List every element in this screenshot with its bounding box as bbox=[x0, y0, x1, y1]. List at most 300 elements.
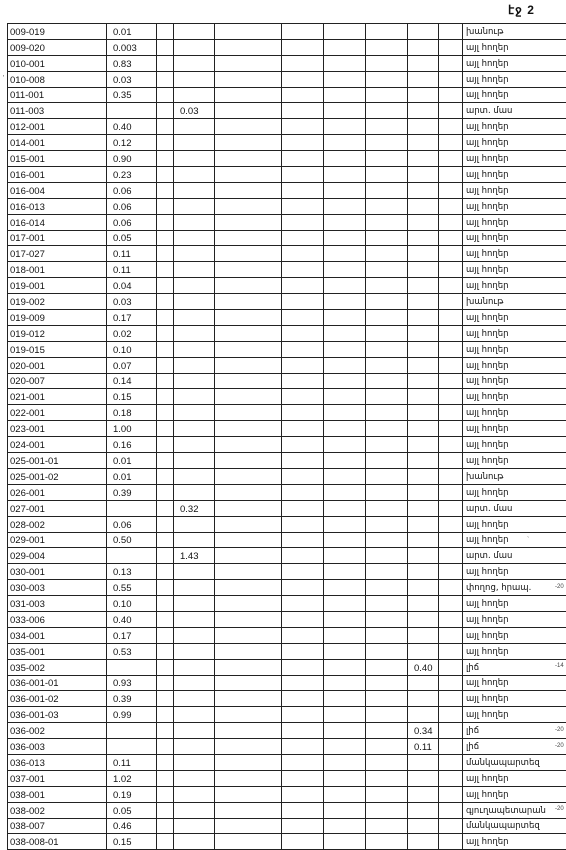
area-cell bbox=[282, 198, 324, 214]
area-cell: 0.11 bbox=[107, 246, 157, 262]
table-row bbox=[8, 421, 566, 437]
area-cell bbox=[439, 103, 463, 119]
area-cell bbox=[157, 564, 174, 580]
area-cell bbox=[157, 294, 174, 310]
area-cell bbox=[366, 484, 408, 500]
area-cell bbox=[366, 643, 408, 659]
parcel-code-cell: 030-001 bbox=[8, 564, 107, 580]
area-cell bbox=[215, 405, 282, 421]
parcel-code-cell: 016-004 bbox=[8, 182, 107, 198]
area-cell bbox=[408, 453, 439, 469]
area-cell bbox=[157, 103, 174, 119]
area-cell bbox=[157, 786, 174, 802]
table-row bbox=[8, 834, 566, 850]
parcel-code-cell: 022-001 bbox=[8, 405, 107, 421]
area-cell bbox=[282, 739, 324, 755]
land-use-cell: այլ հողեր bbox=[463, 71, 566, 87]
table-row bbox=[8, 135, 566, 151]
area-cell bbox=[366, 834, 408, 850]
table-row bbox=[8, 691, 566, 707]
area-cell bbox=[324, 770, 366, 786]
parcel-code-cell: 026-001 bbox=[8, 484, 107, 500]
table-row bbox=[8, 786, 566, 802]
area-cell bbox=[324, 55, 366, 71]
area-cell bbox=[174, 675, 215, 691]
area-cell bbox=[215, 103, 282, 119]
area-cell bbox=[107, 723, 157, 739]
area-cell bbox=[107, 103, 157, 119]
land-use-cell: այլ հողեր bbox=[463, 707, 566, 723]
area-cell bbox=[324, 532, 366, 548]
area-cell bbox=[439, 325, 463, 341]
area-cell bbox=[282, 119, 324, 135]
area-cell bbox=[324, 834, 366, 850]
area-cell bbox=[324, 357, 366, 373]
area-cell bbox=[215, 627, 282, 643]
area-cell: 0.16 bbox=[107, 437, 157, 453]
land-use-cell: խանութ bbox=[463, 294, 566, 310]
area-cell bbox=[439, 611, 463, 627]
area-cell bbox=[439, 278, 463, 294]
land-use-cell: արտ. մաս bbox=[463, 500, 566, 516]
area-cell bbox=[366, 437, 408, 453]
area-cell bbox=[408, 643, 439, 659]
table-row bbox=[8, 373, 566, 389]
area-cell bbox=[324, 230, 366, 246]
area-cell bbox=[439, 516, 463, 532]
area-cell bbox=[174, 754, 215, 770]
area-cell bbox=[408, 151, 439, 167]
area-cell bbox=[408, 373, 439, 389]
area-cell bbox=[157, 119, 174, 135]
area-cell bbox=[157, 500, 174, 516]
area-cell bbox=[408, 516, 439, 532]
area-cell bbox=[215, 198, 282, 214]
area-cell bbox=[174, 516, 215, 532]
area-cell bbox=[157, 611, 174, 627]
area-cell bbox=[439, 564, 463, 580]
parcel-code-cell: 025-001-01 bbox=[8, 453, 107, 469]
area-cell bbox=[439, 405, 463, 421]
area-cell bbox=[324, 24, 366, 40]
area-cell bbox=[324, 643, 366, 659]
area-cell bbox=[215, 214, 282, 230]
area-cell bbox=[366, 198, 408, 214]
parcel-code-cell: 027-001 bbox=[8, 500, 107, 516]
area-cell bbox=[439, 580, 463, 596]
area-cell bbox=[408, 214, 439, 230]
area-cell bbox=[366, 39, 408, 55]
parcel-code-cell: 018-001 bbox=[8, 262, 107, 278]
area-cell: 0.34 bbox=[408, 723, 439, 739]
area-cell bbox=[174, 294, 215, 310]
parcel-code-cell: 015-001 bbox=[8, 151, 107, 167]
area-cell bbox=[366, 103, 408, 119]
parcel-code-cell: 014-001 bbox=[8, 135, 107, 151]
land-use-cell: այլ հողեր bbox=[463, 675, 566, 691]
area-cell bbox=[174, 167, 215, 183]
table-row bbox=[8, 71, 566, 87]
area-cell bbox=[282, 468, 324, 484]
area-cell bbox=[439, 834, 463, 850]
land-use-cell: այլ հողեր bbox=[463, 691, 566, 707]
area-cell: 0.53 bbox=[107, 643, 157, 659]
area-cell bbox=[282, 596, 324, 612]
area-cell bbox=[366, 119, 408, 135]
area-cell bbox=[439, 468, 463, 484]
table-row bbox=[8, 182, 566, 198]
area-cell bbox=[174, 707, 215, 723]
area-cell: 0.15 bbox=[107, 834, 157, 850]
table-row bbox=[8, 103, 566, 119]
area-cell bbox=[324, 405, 366, 421]
table-row bbox=[8, 802, 566, 818]
area-cell bbox=[282, 723, 324, 739]
parcel-code-cell: 009-020 bbox=[8, 39, 107, 55]
area-cell bbox=[282, 484, 324, 500]
area-cell bbox=[408, 246, 439, 262]
area-cell bbox=[215, 151, 282, 167]
area-cell bbox=[439, 198, 463, 214]
area-cell bbox=[439, 246, 463, 262]
area-cell bbox=[215, 548, 282, 564]
area-cell bbox=[174, 405, 215, 421]
area-cell bbox=[324, 786, 366, 802]
table-row bbox=[8, 500, 566, 516]
parcel-code-cell: 012-001 bbox=[8, 119, 107, 135]
table-row bbox=[8, 675, 566, 691]
area-cell bbox=[157, 198, 174, 214]
area-cell bbox=[324, 119, 366, 135]
area-cell bbox=[215, 484, 282, 500]
area-cell bbox=[366, 532, 408, 548]
table-row bbox=[8, 167, 566, 183]
area-cell bbox=[157, 643, 174, 659]
land-use-cell: այլ հողեր bbox=[463, 421, 566, 437]
land-use-cell: այլ հողեր bbox=[463, 532, 566, 548]
area-cell bbox=[324, 802, 366, 818]
area-cell bbox=[324, 135, 366, 151]
table-row bbox=[8, 357, 566, 373]
area-cell bbox=[366, 278, 408, 294]
area-cell bbox=[215, 516, 282, 532]
area-cell bbox=[439, 167, 463, 183]
area-cell bbox=[282, 659, 324, 675]
area-cell bbox=[157, 71, 174, 87]
table-row bbox=[8, 611, 566, 627]
area-cell bbox=[439, 341, 463, 357]
area-cell bbox=[366, 262, 408, 278]
area-cell bbox=[282, 182, 324, 198]
area-cell bbox=[174, 39, 215, 55]
area-cell bbox=[408, 564, 439, 580]
area-cell bbox=[215, 707, 282, 723]
area-cell bbox=[408, 818, 439, 834]
area-cell bbox=[282, 389, 324, 405]
area-cell bbox=[215, 659, 282, 675]
area-cell bbox=[215, 818, 282, 834]
area-cell bbox=[215, 310, 282, 326]
land-use-cell: այլ հողեր bbox=[463, 516, 566, 532]
land-use-cell: այլ հողեր bbox=[463, 596, 566, 612]
area-cell bbox=[439, 484, 463, 500]
table-row bbox=[8, 453, 566, 469]
land-use-cell: այլ հողեր bbox=[463, 214, 566, 230]
area-cell: 0.06 bbox=[107, 214, 157, 230]
parcel-code-cell: 036-001-02 bbox=[8, 691, 107, 707]
area-cell bbox=[366, 151, 408, 167]
area-cell bbox=[107, 739, 157, 755]
area-cell bbox=[439, 453, 463, 469]
area-cell: 0.04 bbox=[107, 278, 157, 294]
land-use-cell: այլ հողեր bbox=[463, 405, 566, 421]
area-cell bbox=[282, 834, 324, 850]
table-row bbox=[8, 389, 566, 405]
area-cell bbox=[324, 596, 366, 612]
area-cell: 0.12 bbox=[107, 135, 157, 151]
area-cell bbox=[324, 341, 366, 357]
area-cell bbox=[408, 262, 439, 278]
area-cell bbox=[107, 548, 157, 564]
area-cell bbox=[366, 707, 408, 723]
land-use-cell: լիճ bbox=[463, 659, 566, 675]
area-cell: 0.99 bbox=[107, 707, 157, 723]
area-cell bbox=[174, 723, 215, 739]
area-cell bbox=[282, 516, 324, 532]
area-cell bbox=[157, 802, 174, 818]
area-cell bbox=[324, 580, 366, 596]
area-cell bbox=[157, 675, 174, 691]
area-cell bbox=[215, 596, 282, 612]
table-row bbox=[8, 325, 566, 341]
parcel-code-cell: 017-027 bbox=[8, 246, 107, 262]
area-cell bbox=[174, 770, 215, 786]
area-cell bbox=[366, 596, 408, 612]
area-cell bbox=[174, 421, 215, 437]
margin-note: -20 bbox=[555, 584, 564, 590]
area-cell bbox=[439, 786, 463, 802]
area-cell bbox=[366, 135, 408, 151]
area-cell: 0.003 bbox=[107, 39, 157, 55]
area-cell bbox=[282, 24, 324, 40]
area-cell: 0.02 bbox=[107, 325, 157, 341]
parcel-code-cell: 028-002 bbox=[8, 516, 107, 532]
area-cell bbox=[174, 453, 215, 469]
area-cell bbox=[174, 87, 215, 103]
area-cell bbox=[366, 611, 408, 627]
area-cell bbox=[324, 723, 366, 739]
area-cell bbox=[408, 421, 439, 437]
area-cell bbox=[439, 389, 463, 405]
area-cell bbox=[324, 214, 366, 230]
table-row bbox=[8, 230, 566, 246]
area-cell bbox=[324, 182, 366, 198]
area-cell bbox=[215, 770, 282, 786]
area-cell bbox=[366, 786, 408, 802]
area-cell bbox=[215, 564, 282, 580]
area-cell bbox=[408, 325, 439, 341]
parcel-code-cell: 036-001-03 bbox=[8, 707, 107, 723]
area-cell bbox=[408, 119, 439, 135]
area-cell bbox=[408, 389, 439, 405]
area-cell bbox=[215, 246, 282, 262]
area-cell bbox=[282, 707, 324, 723]
area-cell bbox=[366, 389, 408, 405]
margin-note: -20 bbox=[555, 806, 564, 812]
area-cell bbox=[408, 39, 439, 55]
area-cell bbox=[324, 103, 366, 119]
parcel-code-cell: 017-001 bbox=[8, 230, 107, 246]
area-cell bbox=[408, 532, 439, 548]
area-cell bbox=[324, 167, 366, 183]
area-cell bbox=[174, 580, 215, 596]
area-cell bbox=[174, 135, 215, 151]
land-use-cell: այլ հողեր bbox=[463, 198, 566, 214]
parcel-code-cell: 034-001 bbox=[8, 627, 107, 643]
area-cell: 0.03 bbox=[174, 103, 215, 119]
area-cell bbox=[439, 119, 463, 135]
area-cell bbox=[174, 834, 215, 850]
area-cell bbox=[174, 818, 215, 834]
area-cell: 0.23 bbox=[107, 167, 157, 183]
table-row bbox=[8, 596, 566, 612]
area-cell bbox=[408, 71, 439, 87]
area-cell bbox=[408, 548, 439, 564]
area-cell: 0.46 bbox=[107, 818, 157, 834]
area-cell: 0.06 bbox=[107, 182, 157, 198]
land-use-cell: այլ հողեր bbox=[463, 135, 566, 151]
area-cell bbox=[157, 262, 174, 278]
area-cell bbox=[282, 802, 324, 818]
area-cell bbox=[439, 182, 463, 198]
parcel-code-cell: 019-012 bbox=[8, 325, 107, 341]
area-cell bbox=[215, 500, 282, 516]
table-row bbox=[8, 580, 566, 596]
parcel-code-cell: 023-001 bbox=[8, 421, 107, 437]
area-cell: 0.03 bbox=[107, 294, 157, 310]
area-cell bbox=[439, 230, 463, 246]
area-cell: 0.35 bbox=[107, 87, 157, 103]
table-row bbox=[8, 151, 566, 167]
margin-note: -20 bbox=[555, 727, 564, 733]
area-cell: 0.07 bbox=[107, 357, 157, 373]
land-use-cell: այլ հողեր bbox=[463, 55, 566, 71]
land-use-cell: խանութ bbox=[463, 468, 566, 484]
area-cell bbox=[366, 739, 408, 755]
parcel-code-cell: 024-001 bbox=[8, 437, 107, 453]
area-cell: 0.17 bbox=[107, 310, 157, 326]
area-cell bbox=[282, 421, 324, 437]
area-cell bbox=[157, 325, 174, 341]
area-cell bbox=[157, 167, 174, 183]
area-cell bbox=[439, 818, 463, 834]
area-cell bbox=[366, 24, 408, 40]
table-row bbox=[8, 659, 566, 675]
area-cell bbox=[107, 500, 157, 516]
area-cell bbox=[324, 691, 366, 707]
area-cell bbox=[324, 468, 366, 484]
area-cell bbox=[174, 198, 215, 214]
area-cell bbox=[439, 87, 463, 103]
area-cell bbox=[366, 294, 408, 310]
area-cell: 0.01 bbox=[107, 453, 157, 469]
area-cell bbox=[282, 325, 324, 341]
area-cell bbox=[157, 484, 174, 500]
area-cell bbox=[282, 214, 324, 230]
land-use-cell: այլ հողեր bbox=[463, 357, 566, 373]
area-cell bbox=[439, 310, 463, 326]
area-cell bbox=[324, 310, 366, 326]
table-row bbox=[8, 198, 566, 214]
land-use-cell: այլ հողեր bbox=[463, 611, 566, 627]
area-cell bbox=[157, 389, 174, 405]
area-cell bbox=[174, 596, 215, 612]
area-cell bbox=[366, 71, 408, 87]
land-use-cell: այլ հողեր bbox=[463, 643, 566, 659]
area-cell bbox=[439, 691, 463, 707]
area-cell: 0.06 bbox=[107, 516, 157, 532]
area-cell bbox=[324, 484, 366, 500]
area-cell bbox=[215, 39, 282, 55]
area-cell bbox=[408, 198, 439, 214]
area-cell bbox=[215, 421, 282, 437]
parcel-code-cell: 036-003 bbox=[8, 739, 107, 755]
area-cell bbox=[157, 357, 174, 373]
area-cell: 0.05 bbox=[107, 802, 157, 818]
table-row bbox=[8, 643, 566, 659]
area-cell bbox=[174, 278, 215, 294]
land-use-cell: այլ հողեր bbox=[463, 230, 566, 246]
table-row bbox=[8, 627, 566, 643]
area-cell bbox=[174, 55, 215, 71]
land-use-cell: այլ հողեր bbox=[463, 834, 566, 850]
area-cell: 0.39 bbox=[107, 691, 157, 707]
area-cell bbox=[408, 55, 439, 71]
area-cell bbox=[157, 214, 174, 230]
area-cell bbox=[408, 341, 439, 357]
area-cell: 0.06 bbox=[107, 198, 157, 214]
area-cell bbox=[157, 453, 174, 469]
area-cell: 0.17 bbox=[107, 627, 157, 643]
area-cell bbox=[174, 24, 215, 40]
area-cell bbox=[174, 119, 215, 135]
area-cell bbox=[324, 389, 366, 405]
area-cell: 0.11 bbox=[107, 262, 157, 278]
area-cell bbox=[174, 786, 215, 802]
parcel-code-cell: 016-014 bbox=[8, 214, 107, 230]
parcel-code-cell: 021-001 bbox=[8, 389, 107, 405]
area-cell bbox=[324, 71, 366, 87]
area-cell bbox=[366, 468, 408, 484]
table-row bbox=[8, 468, 566, 484]
area-cell bbox=[439, 770, 463, 786]
area-cell bbox=[282, 500, 324, 516]
area-cell: 1.02 bbox=[107, 770, 157, 786]
area-cell bbox=[282, 627, 324, 643]
area-cell bbox=[174, 468, 215, 484]
area-cell bbox=[215, 278, 282, 294]
area-cell bbox=[174, 437, 215, 453]
land-use-cell: այլ հողեր bbox=[463, 389, 566, 405]
area-cell bbox=[174, 802, 215, 818]
area-cell bbox=[157, 87, 174, 103]
area-cell: 0.40 bbox=[107, 119, 157, 135]
area-cell bbox=[215, 167, 282, 183]
area-cell bbox=[408, 675, 439, 691]
area-cell bbox=[282, 675, 324, 691]
area-cell bbox=[439, 754, 463, 770]
area-cell bbox=[157, 373, 174, 389]
